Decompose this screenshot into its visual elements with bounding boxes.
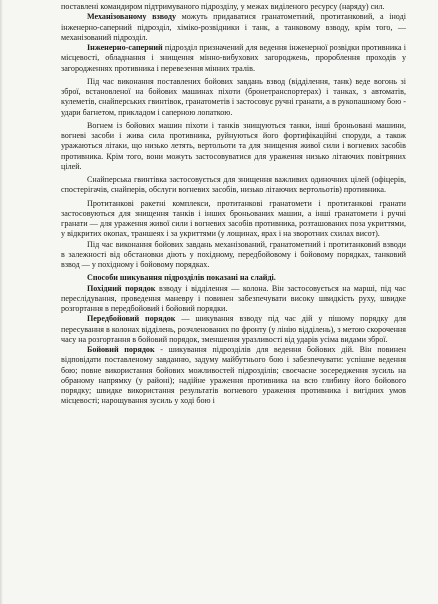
paragraph-engineer-text: підрозділ призначений для ведення інженерної розвідки противника і місцевості, обладнання і знищення мінно-вибухових загороджень, пророблення проходів у загородженнях противника і перевезення мінних тралів. [61, 43, 406, 73]
paragraph-march-order [61, 284, 406, 315]
term-engineer: Інженерно-саперний [87, 43, 163, 52]
paragraph-1: поставлені командиром підтримуваного підрозділу, у межах виділеного ресурсу (наряду) сил. [61, 2, 385, 11]
term-battle-order: Бойовий порядок [87, 345, 155, 354]
paragraph-vehicle-fire: Вогнем із бойових машин піхоти і танків знищуються танки, інші броньовані машини, вогневі засоби і жива сила противника, руйнуються його фортифікаційні споруди, а також уражаються літаки, що низько летять, вертольоти та для знищення живої сили і вогневих засобів противника. Крім того, вони можуть застосовуватися для ураження низько літаючих повітряних цілей. [61, 120, 406, 171]
paragraph-prebattle-order [61, 314, 406, 345]
paragraph-march-order-text: взводу і відділення — колона. Він застосовується на марші, під час переслідування, проведення маневру і повинен забезпечувати високу швидкість руху, швидке розгортання в передбойовий і бойовий порядки. [61, 283, 406, 313]
paragraph-battle-order [61, 345, 406, 407]
section-heading [61, 273, 406, 283]
paragraph-engineer [61, 43, 406, 74]
paragraph-mech-platoon [61, 12, 406, 43]
paragraph-prebattle-order-text: — шикування взводу під час дій у пішому порядку для пересування в колонах відділень, розчленованих по фронту (у лінію відділень), з метою скорочення часу на розгортання в бойовий порядок, зменшення уразливості від ударів усіма видами зброї. [61, 314, 406, 344]
term-prebattle-order: Передбойовий порядок [87, 314, 176, 324]
paragraph-sniper: Снайперська гвинтівка застосовується для знищення важливих одиночних цілей (офіцерів, спостерігачів, снайперів, обслуги вогневих засобів, низько літаючих вертольотів) противника. [61, 175, 406, 195]
paragraph-mech-platoon-text: можуть придаватися гранатометний, протитанковий, а іноді інженерно-саперний підрозділ, хіміко-розвідники і танк, а танковому взводу, крім того, — механізований підрозділ. [61, 12, 406, 42]
term-march-order: Похідний порядок [87, 283, 156, 293]
paragraph-orders: Під час виконання бойових завдань механізований, гранатометний і протитанковий взводи в залежності від обстановки діють у похідному, передбойовому і бойовому порядках, танковий взвод — у похідному і бойовому порядках. [61, 239, 406, 269]
paragraph-antitank: Протитанкові ракетні комплекси, протитанкові гранатомети і протитанкові гранати застосовуються для знищення танків і інших броньованих машин, а інші гранатомети і ручні гранати — для ураження живої сили і вогневих засобів противника, розташованих поза укриттями, у відкритих окопах, траншеях і за укриттями (у лощинах, ярах і на зворотних схилах висот). [61, 198, 406, 239]
section-heading-text: Способи шикування підрозділів показані на слайді. [87, 273, 276, 283]
paragraph-fire: Під час виконання поставлених бойових завдань взвод (відділення, танк) веде вогонь зі зброї, встановленої на бойових машинах піхоти (бронетранспортерах) і танках, з автоматів, кулеметів, снайперських гвинтівок, гранатометів і застосовує ручні гранати, а в рукопашному бою - удари багнетом, прикладом і саперною лопаткою. [61, 76, 406, 117]
paragraph-battle-order-text: - шикування підрозділів для ведення бойових дій. Він повинен відповідати поставленому завданню, задуму майбутнього бою і забезпечувати: успішне ведення бою; повне використання бойових можливостей підрозділів; своєчасне зосередження зусиль на обраному напрямку (у районі); надійне ураження противника на всю глибину його бойового порядку; швидке використання результатів вогневого ураження противника і вигідних умов місцевості; нарощування зусиль у ході бою і [61, 345, 406, 406]
term-mech-platoon: Механізованому взводу [87, 12, 177, 22]
